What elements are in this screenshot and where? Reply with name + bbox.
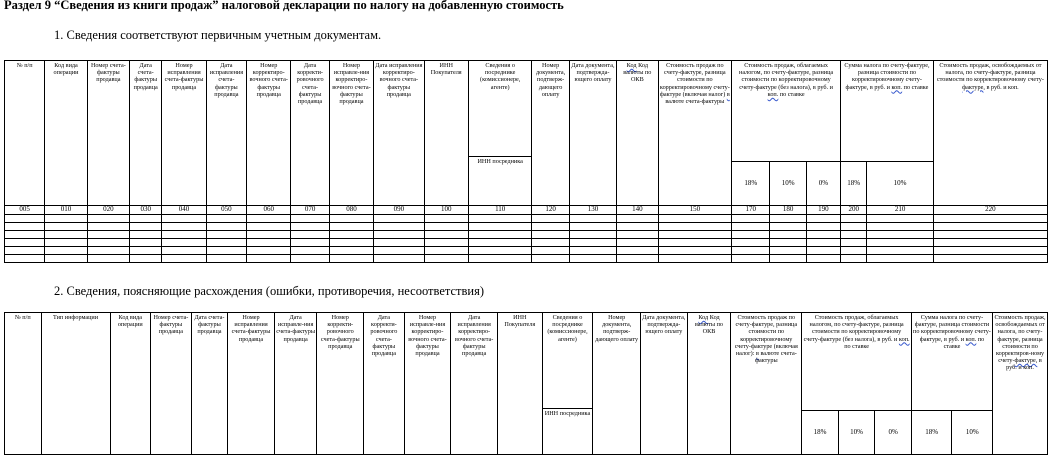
column-code: 100 [424, 206, 468, 215]
table-row [5, 239, 1048, 247]
cost-currency-text: Стоимость продаж по счету-фактуре, разница стоимости по корректировочному счету-фактуре (включая налог) [659, 62, 730, 98]
column-code: 030 [130, 206, 162, 215]
column-code: 190 [806, 206, 840, 215]
cost-currency-text: Стоимость продаж по счету-фактуре, разница стоимости по корректировочному счету-фактуре (включая налог): [734, 314, 798, 358]
column-code: 005 [5, 206, 45, 215]
cost-taxed-underlined: коп. [767, 90, 779, 98]
col-info-type-header: Тип информации [41, 313, 110, 455]
col-corr-num-header: Номер корректиро-вочного счета-фактуры продавца [247, 61, 291, 206]
rate-0-header: 0% [875, 411, 912, 455]
rate-10-header: 10% [838, 411, 875, 455]
cost-taxed-suffix: по ставке [779, 90, 805, 98]
col-exempt-header [993, 313, 1048, 455]
col-num-header: № п/п [5, 61, 45, 206]
col-op-code-header: Код вида операции [45, 61, 87, 206]
section2-heading: 2. Сведения, поясняющие расхождения (ошибки, противоречия, несоответствия) [54, 284, 484, 298]
column-code: 210 [867, 206, 934, 215]
col-cost-currency-header [658, 61, 732, 206]
col-payment-doc-num-header: Номер документа, подтверж-дающего оплату [532, 61, 569, 206]
cost-currency-underlined: в [755, 350, 759, 358]
col-currency-code-header [687, 313, 731, 455]
currency-code-label: Код валюты по ОКВ [694, 314, 724, 336]
table-row [5, 215, 1048, 223]
col-op-code-header: Код вида операции [110, 313, 151, 455]
table-row [5, 231, 1048, 239]
col-fix-date-header: Дата исправле-ния счета-фактуры продавца [274, 313, 317, 455]
tax-sum-underlined: коп. [965, 335, 977, 343]
column-code: 090 [374, 206, 424, 215]
cost-taxed-text: Стоимость продаж, облагаемых налогом, по счету-фактуре, разница стоимости по корректировочному счету-фактуре (без налога), в руб. и [739, 62, 834, 91]
tax-rate-18-header: 18% [911, 411, 952, 455]
col-intermediary-inn-header: ИНН посредника [468, 157, 532, 206]
col-payment-doc-date-header: Дата документа, подтвержда-ющего оплату [641, 313, 688, 455]
col-fix-date-header: Дата исправления счета-фактуры продавца [206, 61, 246, 206]
tax-rate-10-header: 10% [952, 411, 993, 455]
col-invoice-date-header: Дата счета-фактуры продавца [130, 61, 162, 206]
column-code: 020 [87, 206, 129, 215]
col-fix-num-header: Номер исправления счета-фактуры продавца [162, 61, 206, 206]
cost-currency-suffix: валюте счета-фактуры [754, 350, 797, 365]
col-intermediary-inn-header: ИНН посредника [542, 409, 593, 455]
col-fix-num-header: Номер исправления счета-фактуры продавца [228, 313, 275, 455]
currency-code-word: Код [698, 314, 709, 321]
col-corr-fix-date-header: Дата исправления корректиро-вочного счета-фактуры продавца [374, 61, 424, 206]
col-invoice-num-header: Номер счета-фактуры продавца [151, 313, 192, 455]
exempt-text: Стоимость продаж, освобождаемых от налога, по счету-фактуре, разница стоимости по корректиров-ному счету- [994, 314, 1046, 365]
table-row [5, 255, 1048, 263]
table-row [5, 247, 1048, 255]
tax-sum-underlined: коп. [891, 83, 903, 91]
col-corr-date-header: Дата корректи-ровочного счета-фактуры продавца [291, 61, 329, 206]
col-payment-doc-date-header: Дата документа, подтвержда-ющего оплату [569, 61, 616, 206]
col-buyer-inn-header: ИНН Покупателя [424, 61, 468, 206]
col-intermediary-header: Сведения о посреднике (комиссионере, агенте) [468, 61, 532, 157]
col-currency-code-header [617, 61, 658, 206]
column-code: 180 [770, 206, 806, 215]
tax-sum-text: Сумма налога по счету-фактуре, разница стоимости по корректировочному счету-фактуре, в руб. и [913, 314, 991, 343]
column-code: 120 [532, 206, 569, 215]
exempt-underlined: фактуре, [1014, 357, 1038, 365]
section1-heading: 1. Сведения соответствуют первичным учетным документам. [54, 28, 382, 42]
tax-sum-text: Сумма налога по счету-фактуре, разница стоимости по корректировочному счету-фактуре, в руб. и [844, 62, 930, 91]
col-cost-currency-header [731, 313, 802, 455]
column-codes-row [5, 206, 1048, 215]
col-corr-fix-date-header: Дата исправления корректиро-вочного счета-фактуры продавца [451, 313, 498, 455]
column-code: 110 [468, 206, 532, 215]
table-row [5, 223, 1048, 231]
column-code: 150 [658, 206, 732, 215]
col-cost-taxed-header [802, 313, 912, 411]
column-code: 140 [617, 206, 658, 215]
column-code: 050 [206, 206, 246, 215]
col-tax-sum-header [841, 61, 934, 162]
tax-sum-suffix: по ставке [943, 335, 985, 350]
column-code: 070 [291, 206, 329, 215]
col-cost-taxed-header [732, 61, 841, 162]
exempt-suffix: в руб. и коп. [986, 83, 1019, 91]
col-buyer-inn-header: ИНН Покупателя [497, 313, 542, 455]
col-invoice-date-header: Дата счета-фактуры продавца [191, 313, 228, 455]
exempt-underlined: фактуре [962, 83, 984, 91]
rate-18-header: 18% [802, 411, 839, 455]
col-corr-num-header: Номер корректи-ровочного счета-фактуры продавца [317, 313, 364, 455]
cost-taxed-text: Стоимость продаж, облагаемых налогом, по счету-фактуре, разница стоимости по корректировочному счету-фактуре (без налога), в руб. и [803, 314, 904, 343]
column-code: 010 [45, 206, 87, 215]
col-payment-doc-num-header: Номер документа, подтверж-дающего оплату [593, 313, 641, 455]
rate-18-header: 18% [732, 162, 770, 206]
col-tax-sum-header [911, 313, 992, 411]
column-code: 040 [162, 206, 206, 215]
sales-book-table [4, 60, 1048, 263]
column-code: 080 [329, 206, 373, 215]
discrepancy-table [4, 312, 1048, 455]
currency-code-label: Код валюты по ОКВ [623, 62, 652, 84]
col-intermediary-header: Сведения о посреднике (комиссионере, агенте) [542, 313, 593, 409]
col-exempt-header: Стоимость продаж, освобождаемых от налога, по счету-фактуре, разница стоимости по корректировочному счету-фактуре, в руб. и коп. [933, 61, 1047, 206]
rate-10-header: 10% [770, 162, 806, 206]
exempt-text: Стоимость продаж, освобождаемых от налога, по счету-фактуре, разница стоимости по корректировочному счету- [936, 62, 1044, 84]
cost-currency-suffix: валюте счета-фактуры [665, 98, 725, 106]
col-corr-date-header: Дата корректи-ровочного счета-фактуры продавца [364, 313, 405, 455]
tax-sum-suffix: по ставке [903, 83, 929, 91]
column-code: 200 [841, 206, 867, 215]
col-corr-fix-num-header: Номер исправле-ния корректиро-вочного счета-фактуры продавца [404, 313, 451, 455]
column-code: 170 [732, 206, 770, 215]
column-code: 060 [247, 206, 291, 215]
page-title: Раздел 9 “Сведения из книги продаж” налоговой декларации по налогу на добавленную стоимость [4, 0, 564, 12]
col-num-header: № п/п [5, 313, 42, 455]
col-invoice-num-header: Номер счета-фактуры продавца [87, 61, 129, 206]
column-code: 220 [933, 206, 1047, 215]
tax-rate-10-header: 10% [867, 162, 934, 206]
tax-rate-18-header: 18% [841, 162, 867, 206]
cost-taxed-suffix: по ставке [844, 342, 869, 350]
col-corr-fix-num-header: Номер исправле-ния корректиро-вочного счета-фактуры продавца [329, 61, 373, 206]
currency-code-word: Код [626, 62, 637, 69]
cost-currency-underlined: в [726, 90, 730, 98]
rate-0-header: 0% [806, 162, 840, 206]
exempt-suffix: в руб. и коп. [1006, 357, 1042, 372]
cost-taxed-underlined: коп. [898, 335, 910, 343]
column-code: 130 [569, 206, 616, 215]
